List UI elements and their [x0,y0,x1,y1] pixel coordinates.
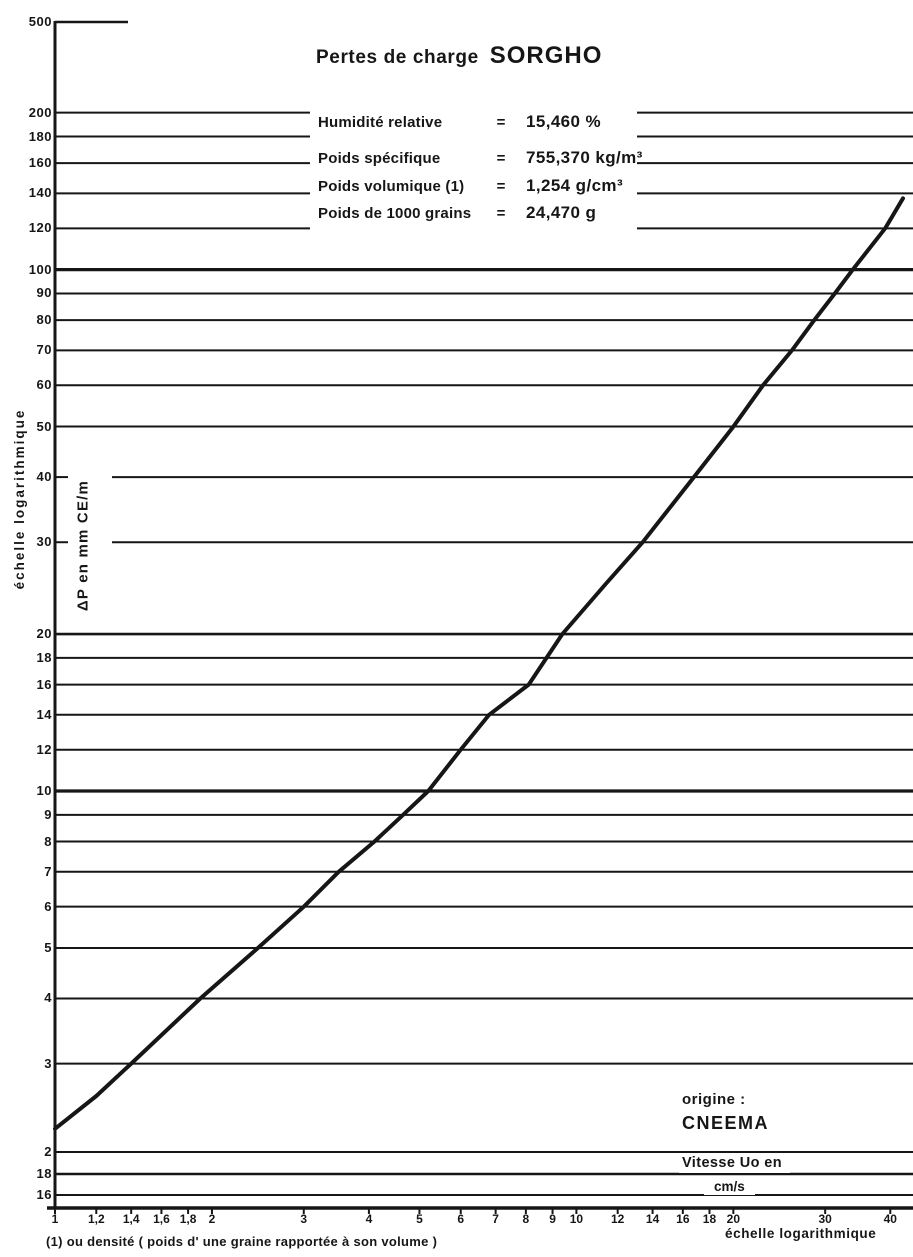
x-axis-title-line1: Vitesse Uo en [679,1155,790,1173]
title-product: SORGHO [489,42,603,69]
annotation-equals: = [496,114,506,131]
x-axis-scale-note: échelle logarithmique [725,1226,877,1241]
chart-title [316,42,602,70]
title-text: Pertes de charge [316,47,479,68]
x-tick-label: 18 [702,1212,717,1226]
y-tick-label: 50 [36,418,52,434]
y-tick-label: 500 [28,14,52,29]
y-tick-label: 120 [28,220,52,236]
y-tick-label: 6 [44,898,52,914]
x-tick-label: 1,4 [122,1212,140,1226]
annotation-equals: = [496,150,506,167]
annotation-row [318,148,643,168]
x-tick-label: 5 [416,1212,423,1226]
x-tick-label: 1,6 [153,1212,170,1226]
y-tick-label: 3 [44,1055,52,1071]
y-tick-label: 140 [28,185,52,201]
x-axis-title-line2: cm/s [704,1179,755,1195]
annotation-equals: = [496,178,506,195]
origin-value: CNEEMA [682,1113,770,1133]
y-axis-title: ΔP en mm CE/m [74,479,92,612]
y-tick-label: 14 [36,706,52,722]
y-tick-label: 90 [36,285,52,301]
annotation-row [318,176,623,196]
x-tick-label: 8 [522,1212,530,1226]
x-tick-label: 4 [365,1212,373,1226]
y-tick-label: 5 [44,939,52,955]
y-tick-label: 12 [36,741,52,757]
y-axis-scale-note: échelle logarithmique [12,408,27,590]
x-tick-label: 16 [676,1212,690,1226]
y-tick-label: 10 [36,783,52,798]
annotation-label: Poids de 1000 grains [318,205,472,222]
x-tick-label: 1,2 [87,1212,105,1226]
annotation-value: 24,470 g [526,203,597,222]
x-tick-label: 2 [208,1212,216,1226]
annotation-value: 15,460 % [526,112,602,131]
x-tick-label: 12 [610,1212,625,1226]
y-tick-label: 4 [44,990,52,1006]
x-tick-label: 14 [645,1212,660,1226]
annotation-equals: = [496,205,506,222]
y-tick-label: 2 [44,1144,52,1159]
annotation-value: 755,370 kg/m³ [526,148,643,167]
y-tick-label: 30 [36,534,52,550]
y-tick-label: 160 [28,155,52,171]
origin-label: origine : [682,1091,746,1108]
x-tick-label: 7 [492,1212,499,1226]
y-tick-label: 40 [36,469,52,485]
x-tick-label: 3 [300,1212,308,1226]
y-tick-label: 16 [36,1187,52,1202]
y-tick-label: 16 [36,676,52,692]
x-tick-label: 40 [883,1212,897,1226]
footnote: (1) ou densité ( poids d' une graine rapportée à son volume ) [46,1234,438,1249]
annotation-row [318,203,596,223]
origin-block [682,1091,769,1134]
annotation-value: 1,254 g/cm³ [526,176,624,195]
annotation-label: Humidité relative [318,114,443,131]
y-tick-label: 20 [36,626,52,642]
y-tick-label: 70 [36,342,52,358]
y-tick-label: 7 [44,863,52,879]
x-tick-label: 9 [549,1212,556,1226]
x-tick-label: 6 [457,1212,465,1226]
x-tick-label: 10 [569,1212,584,1226]
pressure-loss-curve [55,198,903,1129]
annotation-label: Poids spécifique [318,150,441,167]
x-tick-label: 1 [51,1212,59,1226]
x-tick-label: 30 [818,1212,832,1226]
y-tick-label: 18 [36,649,52,665]
x-tick-label: 20 [726,1212,741,1226]
y-tick-label: 8 [44,833,52,849]
x-tick-label: 1,8 [179,1212,197,1226]
y-tick-label: 18 [36,1166,52,1181]
y-tick-label: 9 [44,806,52,822]
y-tick-label: 60 [36,377,52,393]
y-tick-label: 200 [28,104,52,120]
annotation-label: Poids volumique (1) [318,178,465,195]
y-tick-label: 80 [36,312,52,328]
annotation-row [318,112,601,132]
y-tick-label: 180 [28,128,52,144]
y-tick-label: 100 [28,261,52,277]
